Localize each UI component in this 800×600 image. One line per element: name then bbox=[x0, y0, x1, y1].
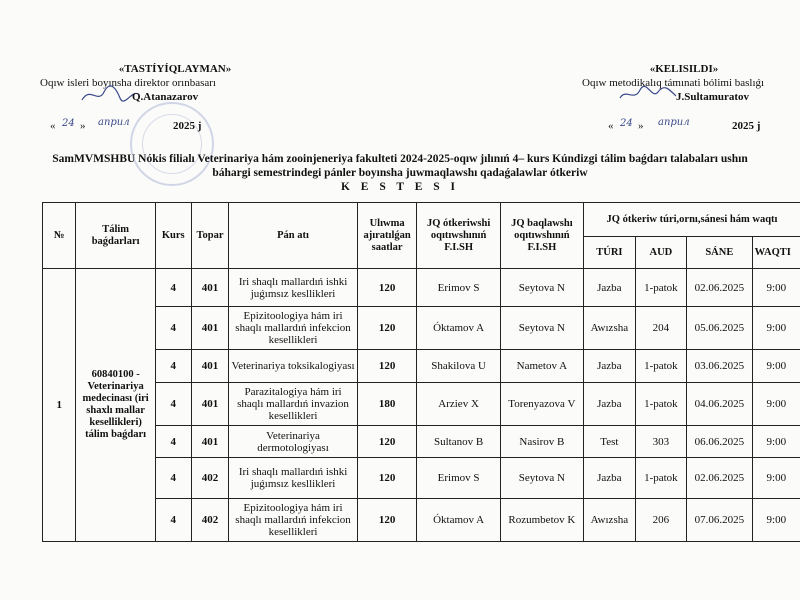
date-cell: 02.06.2025 bbox=[687, 269, 753, 307]
examiner-cell: Óktamov A bbox=[417, 499, 500, 542]
approval-name: Q.Atanazarov bbox=[132, 91, 199, 103]
date-quote-close: » bbox=[638, 120, 644, 132]
date-cell: 02.06.2025 bbox=[687, 458, 753, 499]
hours-cell: 120 bbox=[357, 426, 417, 458]
binder-cell: Seytova N bbox=[500, 307, 583, 350]
date-month-handwritten: април bbox=[658, 117, 690, 128]
binder-cell: Rozumbetov K bbox=[500, 499, 583, 542]
type-cell: Test bbox=[584, 426, 636, 458]
agreement-name: J.Sultamuratov bbox=[676, 91, 750, 103]
approval-block bbox=[40, 62, 280, 133]
approval-signature-row bbox=[40, 90, 280, 105]
signature-icon bbox=[80, 84, 140, 106]
direction-cell: 60840100 - Veterinariya medecinası (iri shaxlı mallar kesellikleri) tálim baǵdarı bbox=[76, 269, 155, 542]
date-quote-open: « bbox=[50, 120, 56, 132]
type-cell: Jazba bbox=[584, 458, 636, 499]
course-cell: 4 bbox=[155, 269, 191, 307]
hours-cell: 120 bbox=[357, 269, 417, 307]
type-cell: Jazba bbox=[584, 383, 636, 426]
room-cell: 1-patok bbox=[635, 269, 686, 307]
header-room: AUD bbox=[635, 237, 686, 269]
type-cell: Jazba bbox=[584, 350, 636, 383]
examiner-cell: Erimov S bbox=[417, 269, 500, 307]
table-header-row bbox=[43, 203, 800, 237]
header-examiner: JQ ótkeriwshi oqıtıwshınıń F.I.SH bbox=[417, 203, 500, 269]
examiner-cell: Óktamov A bbox=[417, 307, 500, 350]
group-cell: 401 bbox=[191, 307, 229, 350]
subject-cell: Parazitalogiya hám iri shaqlı mallardıń invazion kesellikleri bbox=[229, 383, 357, 426]
time-cell: 9:00 bbox=[752, 499, 800, 542]
room-cell: 204 bbox=[635, 307, 686, 350]
approval-date bbox=[40, 119, 280, 133]
binder-cell: Nametov A bbox=[500, 350, 583, 383]
time-cell: 9:00 bbox=[752, 383, 800, 426]
subject-cell: Iri shaqlı mallardıń ishki juǵımsız kesllikleri bbox=[229, 269, 357, 307]
type-cell: Awızsha bbox=[584, 307, 636, 350]
room-cell: 206 bbox=[635, 499, 686, 542]
course-cell: 4 bbox=[155, 307, 191, 350]
group-cell: 401 bbox=[191, 269, 229, 307]
time-cell: 9:00 bbox=[752, 269, 800, 307]
agreement-heading: «KELISILDI» bbox=[649, 63, 719, 75]
subject-cell: Veterinariya dermotologiyası bbox=[229, 426, 357, 458]
time-cell: 9:00 bbox=[752, 350, 800, 383]
title-kestesi: K E S T E S I bbox=[340, 181, 460, 193]
course-cell: 4 bbox=[155, 383, 191, 426]
subject-cell: Iri shaqlı mallardıń ishki juǵımsız kesllikleri bbox=[229, 458, 357, 499]
examiner-cell: Sultanov B bbox=[417, 426, 500, 458]
date-cell: 06.06.2025 bbox=[687, 426, 753, 458]
header-date: SÁNE bbox=[687, 237, 753, 269]
table-row bbox=[43, 383, 800, 426]
date-day-handwritten: 24 bbox=[62, 118, 75, 129]
header-course: Kurs bbox=[155, 203, 191, 269]
subject-cell: Epizitoologiya hám iri shaqlı mallardıń infekcion kesellikleri bbox=[229, 499, 357, 542]
hours-cell: 120 bbox=[357, 350, 417, 383]
hours-cell: 120 bbox=[357, 307, 417, 350]
signature-icon bbox=[618, 84, 678, 106]
agreement-date bbox=[560, 119, 800, 133]
group-cell: 402 bbox=[191, 499, 229, 542]
table-row bbox=[43, 499, 800, 542]
agreement-block bbox=[560, 62, 800, 133]
course-cell: 4 bbox=[155, 426, 191, 458]
date-year: 2025 j bbox=[173, 120, 202, 132]
type-cell: Jazba bbox=[584, 269, 636, 307]
header-type: TÚRI bbox=[584, 237, 636, 269]
hours-cell: 120 bbox=[357, 499, 417, 542]
date-year: 2025 j bbox=[732, 120, 761, 132]
date-quote-open: « bbox=[608, 120, 614, 132]
header-binder: JQ baqlawshı oqıtıwshınıń F.I.SH bbox=[500, 203, 583, 269]
course-cell: 4 bbox=[155, 499, 191, 542]
header-exam-group: JQ ótkeriw túri,ornı,sánesi hám waqtı bbox=[584, 203, 800, 237]
type-cell: Awızsha bbox=[584, 499, 636, 542]
room-cell: 1-patok bbox=[635, 458, 686, 499]
document-title bbox=[0, 152, 800, 194]
header-direction: Tálim baǵdarları bbox=[76, 203, 155, 269]
group-cell: 402 bbox=[191, 458, 229, 499]
examiner-cell: Arziev X bbox=[417, 383, 500, 426]
time-cell: 9:00 bbox=[752, 426, 800, 458]
room-cell: 303 bbox=[635, 426, 686, 458]
course-cell: 4 bbox=[155, 458, 191, 499]
header-group: Topar bbox=[191, 203, 229, 269]
table-row bbox=[43, 307, 800, 350]
binder-cell: Seytova N bbox=[500, 269, 583, 307]
approval-position: Oqıw isleri boyınsha direktor orınbasarı bbox=[40, 77, 216, 89]
date-quote-close: » bbox=[80, 120, 86, 132]
group-cell: 401 bbox=[191, 350, 229, 383]
title-line-1: SamMVMSHBU Nókis filialı Veterinariya hám zooinjeneriya fakulteti 2024-2025-oqıw jılınıń 4– kurs Kúndizgi tálim baǵdarı talabaları ushın bbox=[52, 153, 748, 165]
table-row bbox=[43, 458, 800, 499]
date-day-handwritten: 24 bbox=[620, 118, 633, 129]
binder-cell: Nasirov B bbox=[500, 426, 583, 458]
table-row bbox=[43, 426, 800, 458]
agreement-position: Oqıw metodikalıq támınati bólimi baslıǵı bbox=[582, 77, 765, 89]
table-row bbox=[43, 350, 800, 383]
course-cell: 4 bbox=[155, 350, 191, 383]
date-cell: 03.06.2025 bbox=[687, 350, 753, 383]
date-cell: 05.06.2025 bbox=[687, 307, 753, 350]
header-hours: Ulıwma ajıratılǵan saatlar bbox=[357, 203, 417, 269]
header-no: № bbox=[43, 203, 76, 269]
header-subject: Pán atı bbox=[229, 203, 357, 269]
agreement-signature-row bbox=[560, 90, 800, 105]
title-line-2: báhargi semestrindegi pánler boyınsha juwmaqlawshı qadaǵalawlar ótkeriw bbox=[212, 167, 588, 179]
time-cell: 9:00 bbox=[752, 307, 800, 350]
header-time: WAQTI bbox=[752, 237, 800, 269]
time-cell: 9:00 bbox=[752, 458, 800, 499]
examiner-cell: Shakilova U bbox=[417, 350, 500, 383]
exam-schedule-table bbox=[42, 202, 800, 542]
examiner-cell: Erimov S bbox=[417, 458, 500, 499]
date-month-handwritten: април bbox=[98, 117, 130, 128]
approval-heading: «TASTÍYÍQLAYMAN» bbox=[118, 63, 232, 75]
group-cell: 401 bbox=[191, 383, 229, 426]
row-number: 1 bbox=[43, 269, 76, 542]
hours-cell: 120 bbox=[357, 458, 417, 499]
date-cell: 04.06.2025 bbox=[687, 383, 753, 426]
group-cell: 401 bbox=[191, 426, 229, 458]
subject-cell: Epizitoologiya hám iri shaqlı mallardıń infekcion kesellikleri bbox=[229, 307, 357, 350]
binder-cell: Seytova N bbox=[500, 458, 583, 499]
room-cell: 1-patok bbox=[635, 350, 686, 383]
date-cell: 07.06.2025 bbox=[687, 499, 753, 542]
room-cell: 1-patok bbox=[635, 383, 686, 426]
hours-cell: 180 bbox=[357, 383, 417, 426]
subject-cell: Veterinariya toksikalogiyası bbox=[229, 350, 357, 383]
table-row bbox=[43, 269, 800, 307]
binder-cell: Torenyazova V bbox=[500, 383, 583, 426]
